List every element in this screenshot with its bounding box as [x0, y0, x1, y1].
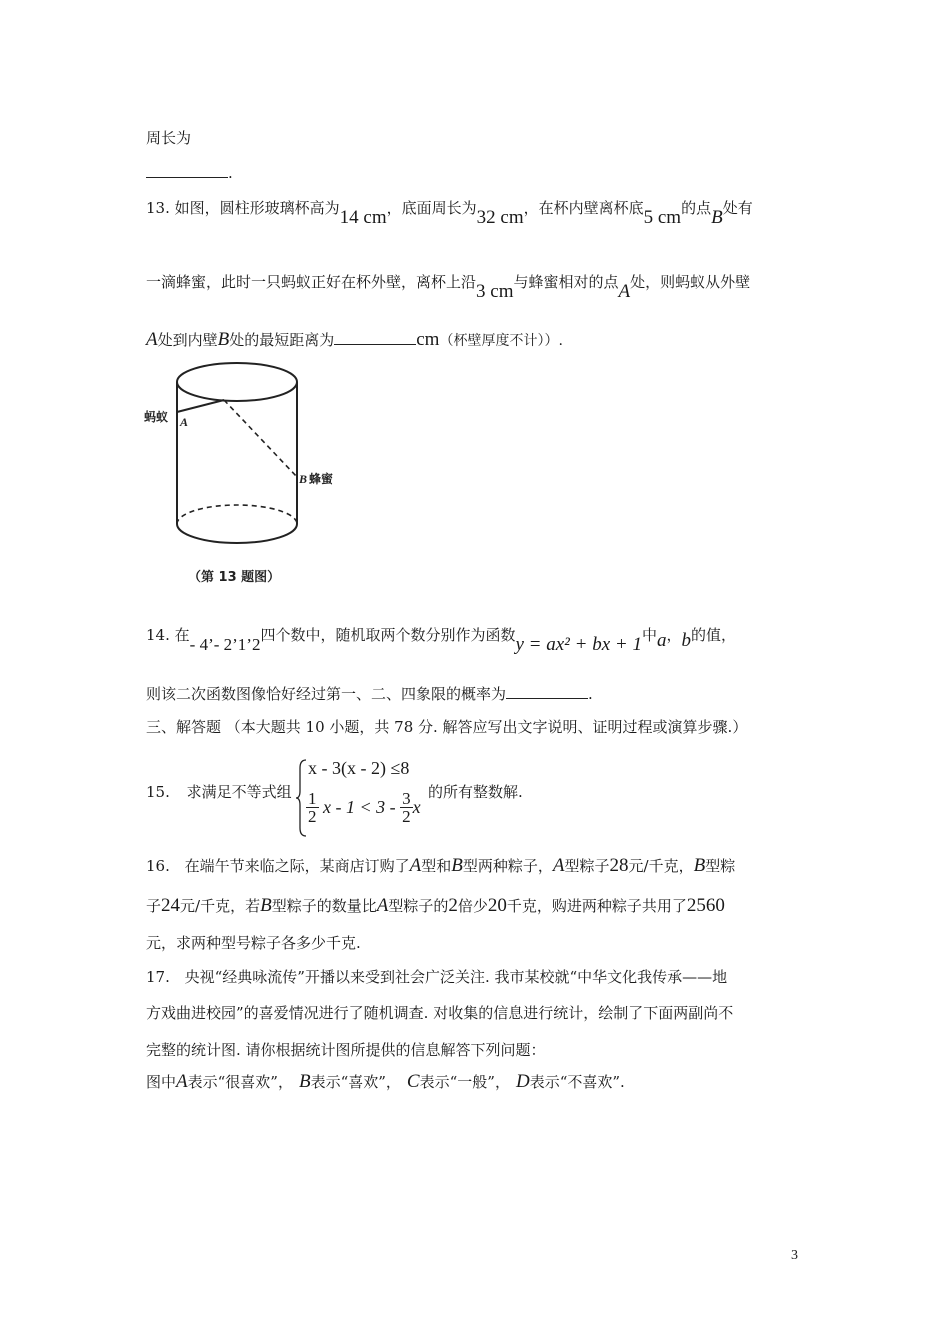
- inequality-1: x - 3(x - 2) ≤8: [308, 758, 410, 778]
- section-3-heading: 三、解答题 （本大题共 10 小题，共 78 分. 解答应写出文字说明、证明过程或演算步骤.）: [146, 718, 748, 736]
- cylinder-top-rim: [177, 363, 297, 401]
- honey-label: 蜂蜜: [309, 472, 334, 486]
- perimeter-text: 周长为: [146, 129, 192, 147]
- q16-line-1: 16. 在端午节来临之际，某商店订购了A型和B型两种粽子，A型粽子28元/千克，B型粽: [146, 855, 736, 876]
- previous-question-tail: [146, 128, 191, 148]
- inequality-2: $\frac{1}{2}$ x - 1 < 3 - $\frac{3}{2}$ x: [308, 789, 421, 826]
- q17-line-4: 图中A表示“很喜欢”， B表示“喜欢”， C表示“一般”， D表示“不喜欢”.: [146, 1071, 625, 1092]
- q14-line-1: 14. 在- 4’- 2’1’2四个数中，随机取两个数分别作为函数y = ax² + bx + 1中a，b的值，: [146, 626, 736, 655]
- ant-path-inner: [224, 400, 297, 477]
- answer-blank: [146, 163, 228, 178]
- q17-line-1: 17. 央视“经典咏流传”开播以来受到社会广泛关注. 我市某校就“中华文化我传承——地: [146, 968, 728, 986]
- q15-label: 15. 求满足不等式组: [146, 783, 292, 801]
- point-a-label: A: [180, 415, 189, 429]
- q14-line-2: 则该二次函数图像恰好经过第一、二、四象限的概率为 .: [146, 685, 593, 703]
- cylinder-bottom-back: [177, 505, 297, 524]
- q13-answer-blank: [334, 330, 416, 345]
- q13-line-3: A处到内壁B处的最短距离为 cm（杯壁厚度不计））.: [146, 329, 563, 350]
- q17-line-2: 方戏曲进校园”的喜爱情况进行了随机调查. 对收集的信息进行统计，绘制了下面两副尚不: [146, 1004, 734, 1022]
- fraction-half: $\frac{1}{2}$: [308, 789, 317, 826]
- q16-line-3: 元，求两种型号粽子各多少千克.: [146, 934, 361, 952]
- q16-line-2: 子24元/千克，若B型粽子的数量比A型粽子的2倍少20千克，购进两种粽子共用了2560: [146, 895, 725, 916]
- cylinder-figure: [140, 360, 380, 592]
- ant-path-outer: [177, 400, 224, 412]
- q13-line-1: 13. 如图，圆柱形玻璃杯高为14 cm，底面周长为32 cm，在杯内壁离杯底5 cm的点B处有: [146, 199, 753, 228]
- page-number: 3: [791, 1248, 798, 1263]
- figure-caption: （第 13 题图）: [188, 570, 281, 585]
- ant-label: 蚂蚁: [144, 410, 169, 424]
- q15-tail: 的所有整数解.: [428, 783, 523, 801]
- q17-line-3: 完整的统计图. 请你根据统计图所提供的信息解答下列问题：: [146, 1041, 546, 1059]
- q13-line-2: 一滴蜂蜜，此时一只蚂蚁正好在杯外壁，离杯上沿3 cm与蜂蜜相对的点A处，则蚂蚁从外壁: [146, 273, 751, 302]
- answer-line: .: [146, 163, 233, 183]
- fraction-three-halves: $\frac{3}{2}$: [402, 789, 411, 826]
- q14-answer-blank: [506, 684, 588, 699]
- inequality-system: [296, 758, 436, 838]
- cylinder-bottom-front: [177, 524, 297, 543]
- point-b-label: B: [299, 472, 308, 486]
